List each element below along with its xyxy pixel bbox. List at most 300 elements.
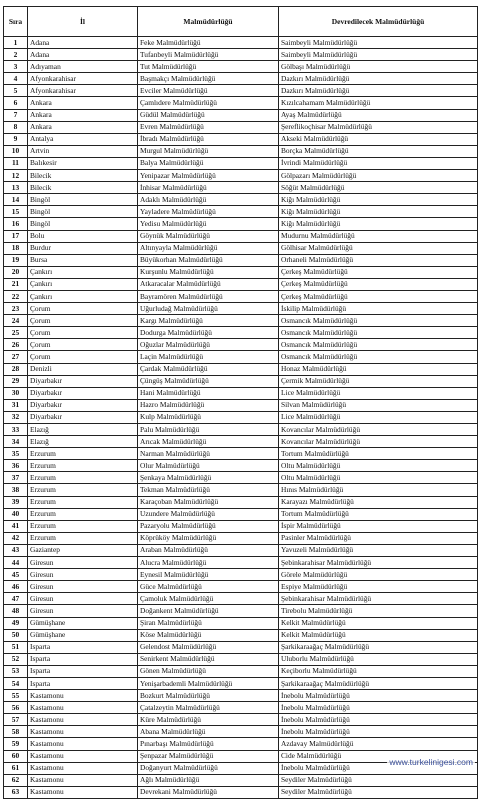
row-office: Olur Malmüdürlüğü [138, 460, 279, 472]
row-transfer-office: Kızılcahamam Malmüdürlüğü [279, 97, 478, 109]
row-office: Hazro Malmüdürlüğü [138, 399, 279, 411]
table-row [4, 290, 478, 302]
row-number: 25 [4, 327, 28, 339]
row-province: Erzurum [28, 448, 138, 460]
row-province: Bingöl [28, 218, 138, 230]
row-transfer-office: Dazkırı Malmüdürlüğü [279, 85, 478, 97]
row-province: Giresun [28, 605, 138, 617]
row-province: Afyonkarahisar [28, 85, 138, 97]
table-row [4, 206, 478, 218]
row-number: 24 [4, 315, 28, 327]
table-row [4, 363, 478, 375]
table-row [4, 605, 478, 617]
table-row [4, 73, 478, 85]
row-number: 39 [4, 496, 28, 508]
row-number: 40 [4, 508, 28, 520]
row-office: Araban Malmüdürlüğü [138, 544, 279, 556]
row-office: Balya Malmüdürlüğü [138, 157, 279, 169]
row-number: 59 [4, 738, 28, 750]
table-row [4, 532, 478, 544]
table-row [4, 774, 478, 786]
row-province: Denizli [28, 363, 138, 375]
table-row [4, 641, 478, 653]
row-number: 26 [4, 339, 28, 351]
row-province: Gümüşhane [28, 617, 138, 629]
table-row [4, 145, 478, 157]
table-row [4, 266, 478, 278]
header-sira: Sıra [4, 7, 28, 37]
row-transfer-office: Kiğı Malmüdürlüğü [279, 206, 478, 218]
row-office: Köse Malmüdürlüğü [138, 629, 279, 641]
row-office: Göynük Malmüdürlüğü [138, 230, 279, 242]
row-office: Şiran Malmüdürlüğü [138, 617, 279, 629]
row-transfer-office: İnebolu Malmüdürlüğü [279, 726, 478, 738]
document-page [3, 6, 477, 799]
table-row [4, 617, 478, 629]
row-number: 21 [4, 278, 28, 290]
table-row [4, 569, 478, 581]
row-number: 31 [4, 399, 28, 411]
row-office: Çardak Malmüdürlüğü [138, 363, 279, 375]
row-number: 6 [4, 97, 28, 109]
row-transfer-office: Şebinkarahisar Malmüdürlüğü [279, 557, 478, 569]
row-office: Bayramören Malmüdürlüğü [138, 290, 279, 302]
row-province: Giresun [28, 557, 138, 569]
row-province: Gaziantep [28, 544, 138, 556]
row-number: 9 [4, 133, 28, 145]
row-transfer-office: Honaz Malmüdürlüğü [279, 363, 478, 375]
row-office: Gönen Malmüdürlüğü [138, 665, 279, 677]
row-number: 13 [4, 182, 28, 194]
row-transfer-office: Lice Malmüdürlüğü [279, 387, 478, 399]
row-province: Diyarbakır [28, 375, 138, 387]
table-row [4, 109, 478, 121]
row-province: Erzurum [28, 460, 138, 472]
row-province: Kastamonu [28, 714, 138, 726]
row-number: 36 [4, 460, 28, 472]
row-province: Erzurum [28, 484, 138, 496]
row-transfer-office: İnebolu Malmüdürlüğü [279, 690, 478, 702]
row-office: Adaklı Malmüdürlüğü [138, 194, 279, 206]
row-office: Ağlı Malmüdürlüğü [138, 774, 279, 786]
row-office: Karaçoban Malmüdürlüğü [138, 496, 279, 508]
row-office: Narman Malmüdürlüğü [138, 448, 279, 460]
row-office: Doğankent Malmüdürlüğü [138, 605, 279, 617]
row-number: 27 [4, 351, 28, 363]
header-il: İl [28, 7, 138, 37]
row-province: Kastamonu [28, 774, 138, 786]
row-number: 5 [4, 85, 28, 97]
row-transfer-office: Kelkit Malmüdürlüğü [279, 629, 478, 641]
row-number: 58 [4, 726, 28, 738]
row-office: Abana Malmüdürlüğü [138, 726, 279, 738]
table-row [4, 375, 478, 387]
table-row [4, 278, 478, 290]
row-province: Bilecik [28, 182, 138, 194]
row-transfer-office: Karayazı Malmüdürlüğü [279, 496, 478, 508]
row-province: Isparta [28, 653, 138, 665]
table-row [4, 242, 478, 254]
row-number: 14 [4, 194, 28, 206]
row-transfer-office: Uluborlu Malmüdürlüğü [279, 653, 478, 665]
row-number: 10 [4, 145, 28, 157]
row-province: Afyonkarahisar [28, 73, 138, 85]
row-office: İnhisar Malmüdürlüğü [138, 182, 279, 194]
row-province: Kastamonu [28, 690, 138, 702]
row-transfer-office: Akseki Malmüdürlüğü [279, 133, 478, 145]
table-row [4, 484, 478, 496]
table-row [4, 254, 478, 266]
row-office: Yenişarbademli Malmüdürlüğü [138, 677, 279, 689]
row-transfer-office: Cide Malmüdürlüğü [279, 750, 478, 762]
row-province: Antalya [28, 133, 138, 145]
row-transfer-office: Azdavay Malmüdürlüğü [279, 738, 478, 750]
row-office: Tekman Malmüdürlüğü [138, 484, 279, 496]
row-transfer-office: Tortum Malmüdürlüğü [279, 508, 478, 520]
row-province: Burdur [28, 242, 138, 254]
table-row [4, 315, 478, 327]
table-row [4, 387, 478, 399]
row-province: Gümüşhane [28, 629, 138, 641]
row-number: 63 [4, 786, 28, 798]
row-transfer-office: Şereflikoçhisar Malmüdürlüğü [279, 121, 478, 133]
row-transfer-office: Saimbeyli Malmüdürlüğü [279, 49, 478, 61]
row-province: Isparta [28, 677, 138, 689]
row-transfer-office: Seydiler Malmüdürlüğü [279, 774, 478, 786]
table-row [4, 593, 478, 605]
row-number: 55 [4, 690, 28, 702]
row-office: Çatalzeytin Malmüdürlüğü [138, 702, 279, 714]
header-malmudurlugu: Malmüdürlüğü [138, 7, 279, 37]
row-province: Adana [28, 37, 138, 49]
row-number: 11 [4, 157, 28, 169]
row-transfer-office: Gölbaşı Malmüdürlüğü [279, 61, 478, 73]
row-transfer-office: Görele Malmüdürlüğü [279, 569, 478, 581]
row-transfer-office: Borçka Malmüdürlüğü [279, 145, 478, 157]
row-transfer-office: Kiğı Malmüdürlüğü [279, 218, 478, 230]
row-number: 46 [4, 581, 28, 593]
row-province: Elazığ [28, 424, 138, 436]
row-transfer-office: Lice Malmüdürlüğü [279, 411, 478, 423]
row-province: Kastamonu [28, 786, 138, 798]
table-row [4, 690, 478, 702]
row-transfer-office: Oltu Malmüdürlüğü [279, 472, 478, 484]
row-office: Arıcak Malmüdürlüğü [138, 436, 279, 448]
table-header-row [4, 7, 478, 37]
row-office: Yedisu Malmüdürlüğü [138, 218, 279, 230]
row-number: 52 [4, 653, 28, 665]
row-office: Evciler Malmüdürlüğü [138, 85, 279, 97]
row-transfer-office: Tortum Malmüdürlüğü [279, 448, 478, 460]
table-row [4, 460, 478, 472]
table-row [4, 702, 478, 714]
row-transfer-office: Çerkeş Malmüdürlüğü [279, 290, 478, 302]
row-number: 16 [4, 218, 28, 230]
row-number: 45 [4, 569, 28, 581]
table-row [4, 218, 478, 230]
row-office: Oğuzlar Malmüdürlüğü [138, 339, 279, 351]
table-row [4, 520, 478, 532]
row-province: Ankara [28, 121, 138, 133]
row-transfer-office: Orhaneli Malmüdürlüğü [279, 254, 478, 266]
row-province: Çorum [28, 339, 138, 351]
table-row [4, 581, 478, 593]
row-number: 41 [4, 520, 28, 532]
row-number: 3 [4, 61, 28, 73]
row-number: 12 [4, 170, 28, 182]
row-office: Tufanbeyli Malmüdürlüğü [138, 49, 279, 61]
row-transfer-office: Çerkeş Malmüdürlüğü [279, 266, 478, 278]
row-province: Ankara [28, 97, 138, 109]
row-transfer-office: Mudurnu Malmüdürlüğü [279, 230, 478, 242]
table-row [4, 496, 478, 508]
table-row [4, 399, 478, 411]
row-transfer-office: Şarkikaraağaç Malmüdürlüğü [279, 677, 478, 689]
row-number: 42 [4, 532, 28, 544]
row-number: 33 [4, 424, 28, 436]
row-province: Giresun [28, 569, 138, 581]
row-transfer-office: Keçiborlu Malmüdürlüğü [279, 665, 478, 677]
row-transfer-office: Kiğı Malmüdürlüğü [279, 194, 478, 206]
row-transfer-office: Silvan Malmüdürlüğü [279, 399, 478, 411]
row-office: Altınyayla Malmüdürlüğü [138, 242, 279, 254]
row-number: 49 [4, 617, 28, 629]
row-office: Eynesil Malmüdürlüğü [138, 569, 279, 581]
row-transfer-office: Kovancılar Malmüdürlüğü [279, 424, 478, 436]
table-row [4, 327, 478, 339]
row-office: Köprüköy Malmüdürlüğü [138, 532, 279, 544]
table-row [4, 49, 478, 61]
row-office: Güdül Malmüdürlüğü [138, 109, 279, 121]
row-office: Dodurga Malmüdürlüğü [138, 327, 279, 339]
row-office: Yenipazar Malmüdürlüğü [138, 170, 279, 182]
row-office: Evren Malmüdürlüğü [138, 121, 279, 133]
row-office: Kargı Malmüdürlüğü [138, 315, 279, 327]
row-province: Erzurum [28, 472, 138, 484]
table-row [4, 738, 478, 750]
table-row [4, 448, 478, 460]
row-office: Pınarbaşı Malmüdürlüğü [138, 738, 279, 750]
row-transfer-office: Şarkikaraağaç Malmüdürlüğü [279, 641, 478, 653]
row-transfer-office: İskilip Malmüdürlüğü [279, 303, 478, 315]
row-office: Şenkaya Malmüdürlüğü [138, 472, 279, 484]
table-row [4, 61, 478, 73]
row-number: 50 [4, 629, 28, 641]
row-province: Çorum [28, 327, 138, 339]
row-number: 48 [4, 605, 28, 617]
row-transfer-office: Seydiler Malmüdürlüğü [279, 786, 478, 798]
row-province: Giresun [28, 581, 138, 593]
row-office: Çüngüş Malmüdürlüğü [138, 375, 279, 387]
row-province: Elazığ [28, 436, 138, 448]
row-number: 20 [4, 266, 28, 278]
row-number: 56 [4, 702, 28, 714]
row-transfer-office: Dazkırı Malmüdürlüğü [279, 73, 478, 85]
row-office: Hani Malmüdürlüğü [138, 387, 279, 399]
table-row [4, 339, 478, 351]
row-number: 38 [4, 484, 28, 496]
table-row [4, 37, 478, 49]
table-row [4, 653, 478, 665]
row-transfer-office: İvrindi Malmüdürlüğü [279, 157, 478, 169]
row-office: Laçin Malmüdürlüğü [138, 351, 279, 363]
row-number: 28 [4, 363, 28, 375]
row-number: 1 [4, 37, 28, 49]
row-transfer-office: Hınıs Malmüdürlüğü [279, 484, 478, 496]
row-number: 53 [4, 665, 28, 677]
row-transfer-office: Yavuzeli Malmüdürlüğü [279, 544, 478, 556]
row-office: Kulp Malmüdürlüğü [138, 411, 279, 423]
row-transfer-office: Osmancık Malmüdürlüğü [279, 339, 478, 351]
table-row [4, 303, 478, 315]
row-office: İbradı Malmüdürlüğü [138, 133, 279, 145]
table-row [4, 351, 478, 363]
row-province: Isparta [28, 665, 138, 677]
row-province: Kastamonu [28, 702, 138, 714]
row-province: Diyarbakır [28, 411, 138, 423]
row-office: Feke Malmüdürlüğü [138, 37, 279, 49]
table-row [4, 665, 478, 677]
table-row [4, 714, 478, 726]
row-province: Bilecik [28, 170, 138, 182]
row-number: 43 [4, 544, 28, 556]
row-province: Çankırı [28, 266, 138, 278]
row-office: Murgul Malmüdürlüğü [138, 145, 279, 157]
row-number: 8 [4, 121, 28, 133]
table-row [4, 544, 478, 556]
table-row [4, 157, 478, 169]
row-number: 4 [4, 73, 28, 85]
table-row [4, 677, 478, 689]
row-office: Uzundere Malmüdürlüğü [138, 508, 279, 520]
row-transfer-office: Oltu Malmüdürlüğü [279, 460, 478, 472]
table-row [4, 411, 478, 423]
row-office: Büyükorhan Malmüdürlüğü [138, 254, 279, 266]
row-transfer-office: Osmancık Malmüdürlüğü [279, 327, 478, 339]
row-office: Tut Malmüdürlüğü [138, 61, 279, 73]
row-number: 34 [4, 436, 28, 448]
row-transfer-office: Kovancılar Malmüdürlüğü [279, 436, 478, 448]
row-province: Adana [28, 49, 138, 61]
row-office: Alucra Malmüdürlüğü [138, 557, 279, 569]
row-number: 51 [4, 641, 28, 653]
table-row [4, 194, 478, 206]
row-number: 30 [4, 387, 28, 399]
watermark-text: www.turkelinigesi.com [389, 757, 473, 767]
row-transfer-office: İnebolu Malmüdürlüğü [279, 702, 478, 714]
row-province: Isparta [28, 641, 138, 653]
row-office: Şenpazar Malmüdürlüğü [138, 750, 279, 762]
table-row [4, 726, 478, 738]
row-province: Kastamonu [28, 738, 138, 750]
row-transfer-office: İspir Malmüdürlüğü [279, 520, 478, 532]
row-province: Bolu [28, 230, 138, 242]
row-office: Devrekani Malmüdürlüğü [138, 786, 279, 798]
row-transfer-office: Espiye Malmüdürlüğü [279, 581, 478, 593]
table-row [4, 182, 478, 194]
row-province: Erzurum [28, 532, 138, 544]
row-number: 19 [4, 254, 28, 266]
transfer-table [3, 6, 478, 799]
table-row [4, 85, 478, 97]
row-province: Diyarbakır [28, 399, 138, 411]
row-office: Senirkent Malmüdürlüğü [138, 653, 279, 665]
row-number: 32 [4, 411, 28, 423]
row-province: Bingöl [28, 206, 138, 218]
table-row [4, 97, 478, 109]
row-number: 54 [4, 677, 28, 689]
table-row [4, 557, 478, 569]
row-province: Çorum [28, 303, 138, 315]
table-row [4, 133, 478, 145]
row-office: Pazaryolu Malmüdürlüğü [138, 520, 279, 532]
table-row [4, 424, 478, 436]
table-body [4, 37, 478, 799]
row-number: 7 [4, 109, 28, 121]
row-office: Gelendost Malmüdürlüğü [138, 641, 279, 653]
row-province: Kastamonu [28, 726, 138, 738]
row-number: 61 [4, 762, 28, 774]
row-number: 15 [4, 206, 28, 218]
row-number: 60 [4, 750, 28, 762]
row-office: Uğurludağ Malmüdürlüğü [138, 303, 279, 315]
row-province: Artvin [28, 145, 138, 157]
row-province: Çorum [28, 351, 138, 363]
table-row [4, 170, 478, 182]
row-office: Kurşunlu Malmüdürlüğü [138, 266, 279, 278]
row-transfer-office: Pasinler Malmüdürlüğü [279, 532, 478, 544]
row-province: Adıyaman [28, 61, 138, 73]
table-row [4, 230, 478, 242]
row-province: Çankırı [28, 290, 138, 302]
row-transfer-office: Kelkit Malmüdürlüğü [279, 617, 478, 629]
row-transfer-office: Osmancık Malmüdürlüğü [279, 315, 478, 327]
row-transfer-office: Gölhisar Malmüdürlüğü [279, 242, 478, 254]
row-province: Balıkesir [28, 157, 138, 169]
row-province: Erzurum [28, 520, 138, 532]
row-office: Yayladere Malmüdürlüğü [138, 206, 279, 218]
row-number: 57 [4, 714, 28, 726]
row-office: Başmakçı Malmüdürlüğü [138, 73, 279, 85]
row-number: 47 [4, 593, 28, 605]
table-row [4, 121, 478, 133]
table-row [4, 629, 478, 641]
row-office: Çamlıdere Malmüdürlüğü [138, 97, 279, 109]
row-transfer-office: Ayaş Malmüdürlüğü [279, 109, 478, 121]
row-transfer-office: Gölpazarı Malmüdürlüğü [279, 170, 478, 182]
row-office: Atkaracalar Malmüdürlüğü [138, 278, 279, 290]
row-number: 18 [4, 242, 28, 254]
row-office: Palu Malmüdürlüğü [138, 424, 279, 436]
row-number: 23 [4, 303, 28, 315]
row-province: Giresun [28, 593, 138, 605]
row-transfer-office: İnebolu Malmüdürlüğü [279, 762, 478, 774]
row-number: 22 [4, 290, 28, 302]
row-number: 29 [4, 375, 28, 387]
row-office: Bozkurt Malmüdürlüğü [138, 690, 279, 702]
row-province: Bursa [28, 254, 138, 266]
row-province: Çorum [28, 315, 138, 327]
row-office: Güce Malmüdürlüğü [138, 581, 279, 593]
header-devredilecek: Devredilecek Malmüdürlüğü [279, 7, 478, 37]
table-row [4, 472, 478, 484]
row-transfer-office: İnebolu Malmüdürlüğü [279, 714, 478, 726]
row-office: Küre Malmüdürlüğü [138, 714, 279, 726]
row-number: 17 [4, 230, 28, 242]
row-number: 62 [4, 774, 28, 786]
row-transfer-office: Çerkeş Malmüdürlüğü [279, 278, 478, 290]
table-row [4, 436, 478, 448]
